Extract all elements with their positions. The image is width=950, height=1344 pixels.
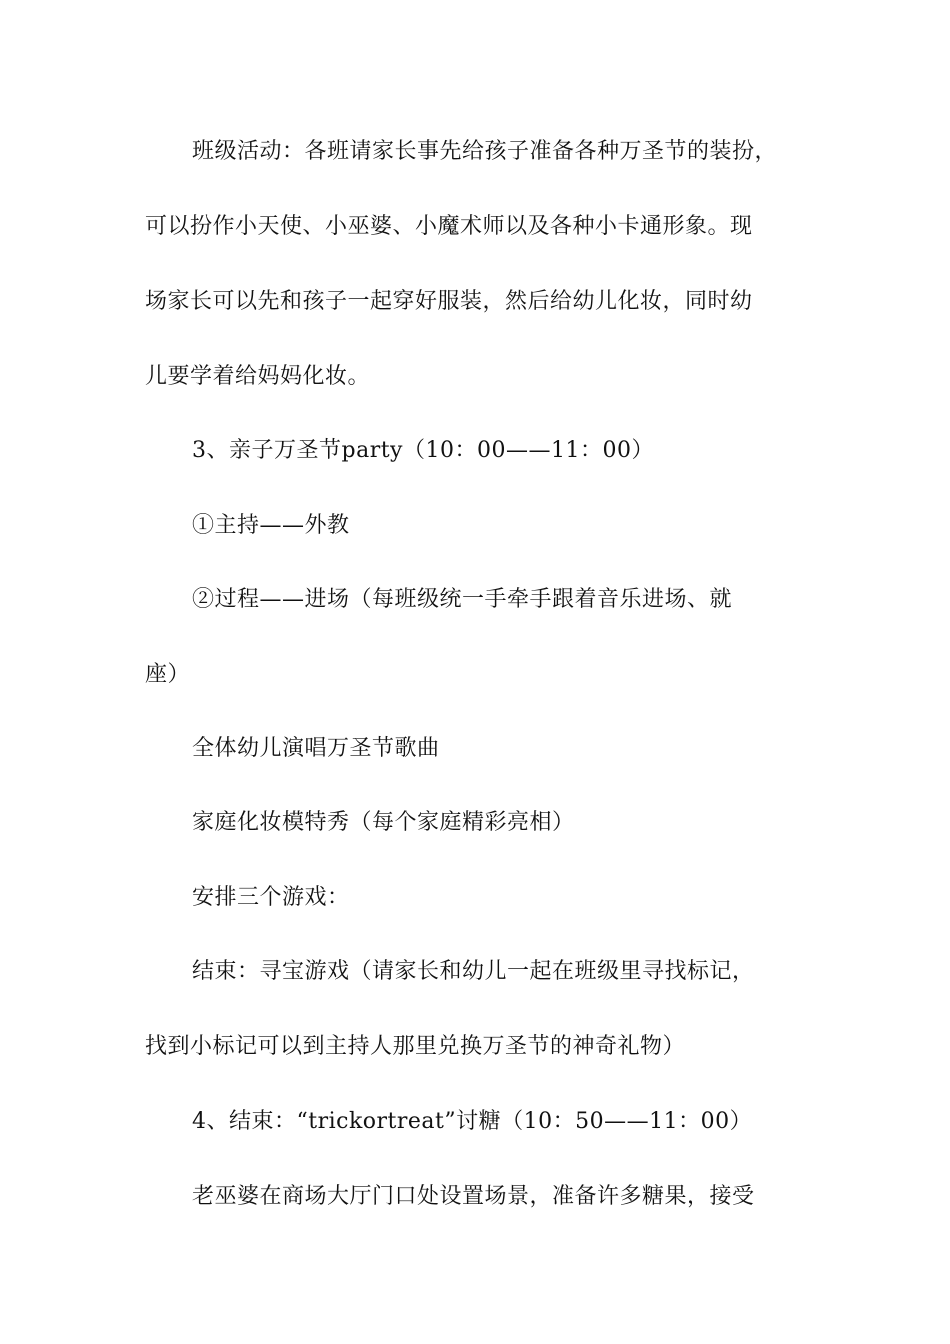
paragraph-line: 找到小标记可以到主持人那里兑换万圣节的神奇礼物） (145, 1034, 686, 1059)
section-heading: 3、亲子万圣节party（10：00——11：00） (192, 438, 654, 463)
paragraph-line: 安排三个游戏： (192, 885, 350, 910)
list-item: ②过程——进场（每班级统一手牵手跟着音乐进场、就 (192, 587, 733, 612)
paragraph-line: 班级活动：各班请家长事先给孩子准备各种万圣节的装扮， (192, 139, 778, 164)
paragraph-line: 全体幼儿演唱万圣节歌曲 (192, 736, 440, 761)
paragraph-line: 可以扮作小天使、小巫婆、小魔术师以及各种小卡通形象。现 (145, 214, 753, 239)
paragraph-line: 家庭化妆模特秀（每个家庭精彩亮相） (192, 810, 575, 835)
paragraph-line: 座） (145, 662, 191, 687)
section-heading: 4、结束：“trickortreat”讨糖（10：50——11：00） (192, 1109, 753, 1134)
paragraph-line: 老巫婆在商场大厅门口处设置场景，准备许多糖果，接受 (192, 1184, 755, 1209)
list-item: ①主持——外教 (192, 513, 350, 538)
paragraph-line: 结束：寻宝游戏（请家长和幼儿一起在班级里寻找标记， (192, 959, 755, 984)
paragraph-line: 场家长可以先和孩子一起穿好服装，然后给幼儿化妆，同时幼 (145, 289, 753, 314)
paragraph-line: 儿要学着给妈妈化妆。 (145, 364, 371, 389)
